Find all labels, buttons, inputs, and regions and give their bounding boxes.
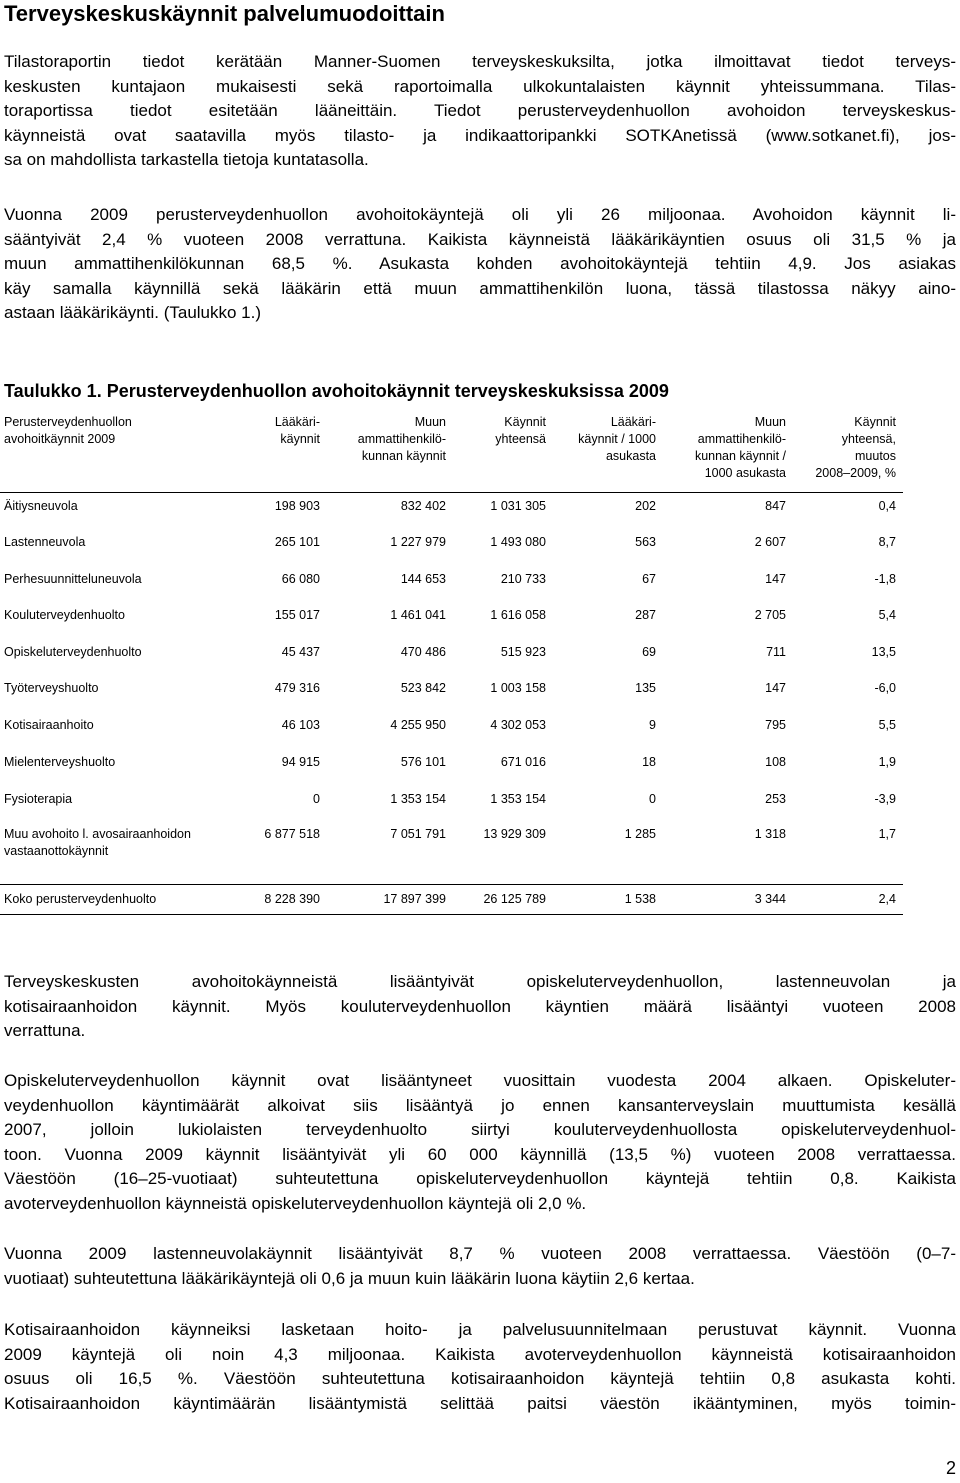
table-cell: 1 227 979 [390,535,446,549]
table-cell: 1 461 041 [390,608,446,622]
table-cell: 479 316 [274,681,320,695]
table-cell: 2 705 [754,608,786,622]
row-label: Koko perusterveydenhuolto [4,892,157,906]
table-row [0,791,903,825]
body-line: Väestöön (16–25-vuotiaat) suhteutettuna opiskeluterveydenhuollon käyntejä tehtiin 0,8. Kaikista [4,1169,956,1188]
summary-line: astaan lääkärikäynti. (Taulukko 1.) [4,303,262,322]
table-cell: 6 877 518 [264,827,320,841]
body-line: verrattuna. [4,1021,86,1040]
table-cell: 1 353 154 [490,792,546,806]
body-line: Vuonna 2009 lastenneuvolakäynnit lisääntyivät 8,7 % vuoteen 2008 verrattaessa. Väestöön (0–7- [4,1244,956,1263]
table-cell: 155 017 [274,608,320,622]
table-row [0,717,903,751]
table-row [0,534,903,568]
table-cell: 45 437 [281,645,320,659]
table-cell: 0 [313,792,320,806]
table-cell: 147 [765,681,786,695]
body-paragraph [4,1318,956,1416]
table-cell: 563 [635,535,656,549]
table-cell: 18 [642,755,656,769]
table-cell: 1 493 080 [490,535,546,549]
table-cell: 470 486 [400,645,446,659]
column-header: Muun ammattihenkilö- kunnan käynnit [357,415,446,463]
table-cell: 108 [765,755,786,769]
table-cell: 523 842 [400,681,446,695]
table-cell: 5,4 [878,608,896,622]
table-cell: 4 302 053 [490,718,546,732]
body-line: Opiskeluterveydenhuollon käynnit ovat lisääntyneet vuosittain vuodesta 2004 alkaen. Opiskeluter- [4,1071,956,1090]
total-row [0,891,903,925]
table-cell: 847 [765,499,786,513]
summary-line: Vuonna 2009 perusterveydenhuollon avohoitokäyntejä oli yli 26 miljoonaa. Avohoidon käynnit li- [4,205,956,224]
table-cell: 5,5 [878,718,896,732]
body-line: Terveyskeskusten avohoitokäynneistä lisääntyivät opiskeluterveydenhuollon, lastenneuvolan ja [4,972,956,991]
table-cell: 1 285 [624,827,656,841]
table-cell: 1 003 158 [490,681,546,695]
table-cell: 69 [642,645,656,659]
body-line: 2007, jolloin lukiolaisten terveydenhuolto siirtyi kouluterveydenhuollosta opiskeluterveydenhuol- [4,1120,956,1139]
table-cell: 144 653 [400,572,446,586]
body-paragraph [4,1069,956,1216]
table-cell: 8,7 [878,535,896,549]
table-cell: -6,0 [874,681,896,695]
table-cell: 210 733 [500,572,546,586]
summary-line: muun ammattihenkilökunnan 68,5 %. Asukasta kohden avohoitokäyntejä tehtiin 4,9. Jos asiakas [4,254,956,273]
table-row [0,607,903,641]
table-cell: 671 016 [500,755,546,769]
table-cell: 1 031 305 [490,499,546,513]
row-label: Muu avohoito l. avosairaanhoidon vastaanottokäynnit [4,827,191,858]
table-row [0,571,903,605]
table-cell: 66 080 [281,572,320,586]
intro-line: käynneistä ovat saatavilla myös tilasto- ja indikaattoripankki SOTKAnetissä (www.sotkanet.fi), jos- [4,125,956,145]
body-paragraph [4,970,956,1044]
table-cell: 67 [642,572,656,586]
total-rule-bottom [0,914,903,915]
table-row [0,644,903,678]
body-line: Kotisairaanhoidon käyntimäärän lisääntymistä selittää paitsi väestön ikääntyminen, myös toimin- [4,1393,956,1413]
table-cell: 253 [765,792,786,806]
table-cell: 94 915 [281,755,320,769]
table-cell: 265 101 [274,535,320,549]
table-cell: 1 538 [624,892,656,906]
table-cell: 1,7 [878,827,896,841]
column-header: Muun ammattihenkilö- kunnan käynnit / 1000 asukasta [694,415,786,480]
intro-line: sa on mahdollista tarkastella tietoja kuntatasolla. [4,150,369,169]
table-cell: 0 [649,792,656,806]
table-cell: 1,9 [878,755,896,769]
intro-line: toraportissa tiedot esitetään lääneittäin. Tiedot perusterveydenhuollon avohoidon terveyskeskus- [4,101,956,120]
body-line: 2009 käyntejä oli noin 4,3 miljoonaa. Kaikista avoterveydenhuollon käynneistä kotisairaanhoidon [4,1344,956,1364]
column-header: Lääkäri- käynnit [274,415,320,446]
body-line: Kotisairaanhoidon käynneiksi lasketaan hoito- ja palvelusuunnitelmaan perustuvat käynnit. Vuonna [4,1320,956,1339]
column-header: Käynnit yhteensä [495,415,546,446]
table-cell: 26 125 789 [483,892,546,906]
table-cell: 17 897 399 [383,892,446,906]
table-cell: 287 [635,608,656,622]
table-cell: 576 101 [400,755,446,769]
page-title: Terveyskeskuskäynnit palvelumuodoittain [4,1,445,26]
table-cell: 9 [649,718,656,732]
table-cell: 13,5 [871,645,896,659]
column-header: Perusterveydenhuollon avohoitkäynnit 2009 [4,415,132,446]
table-cell: 2,4 [878,892,896,906]
body-line: vuotiaat) suhteutettuna lääkärikäyntejä oli 0,6 ja muun kuin lääkärin luona käytiin 2,6 kertaa. [4,1268,695,1288]
intro-paragraph [4,50,956,173]
row-label: Perhesuunnitteluneuvola [4,572,142,586]
summary-line: sääntyivät 2,4 % vuoteen 2008 verrattuna. Kaikista käynneistä lääkärikäyntien osuus oli 31,5 % ja [4,229,956,249]
summary-line: käy samalla käynnillä sekä lääkärin että muun ammattihenkilön luona, tässä tilastossa näkyy aino- [4,278,956,298]
table-cell: 135 [635,681,656,695]
table-cell: 7 051 791 [390,827,446,841]
row-label: Fysioterapia [4,792,73,806]
table-cell: 198 903 [274,499,320,513]
table-cell: 711 [766,645,786,659]
summary-paragraph [4,203,956,326]
column-header: Lääkäri- käynnit / 1000 asukasta [578,415,656,463]
row-label: Mielenterveyshuolto [4,755,116,769]
table-row [0,680,903,714]
table-cell: 147 [765,572,786,586]
visits-table [0,414,903,906]
table-cell: -3,9 [874,792,896,806]
intro-line: keskusten kuntajaon mukaisesti sekä raportoimalla ulkokuntalaisten käynnit yhteissummana. Tilas- [4,76,956,96]
row-label: Opiskeluterveydenhuolto [4,645,142,659]
table-cell: 515 923 [500,645,546,659]
row-label: Kouluterveydenhuolto [4,608,125,622]
header-rule [0,492,903,493]
table-cell: 795 [765,718,786,732]
table-cell: 8 228 390 [264,892,320,906]
page-number: 2 [945,1458,956,1478]
table-cell: 1 353 154 [390,792,446,806]
body-paragraph [4,1242,956,1291]
table-header [0,414,903,482]
body-line: kotisairaanhoidon käynnit. Myös kouluterveydenhuollon käyntien määrä lisääntyi vuoteen 2008 [4,996,956,1016]
row-label: Äitiysneuvola [4,499,78,513]
row-label: Työterveyshuolto [4,681,99,695]
table-cell: 13 929 309 [483,827,546,841]
table-row [0,498,903,532]
table-row [0,826,903,860]
total-rule-top [0,884,903,885]
table-cell: 0,4 [878,499,896,513]
body-line: osuus oli 16,5 %. Väestöön suhteutettuna kotisairaanhoidon käyntejä tehtiin 0,8 asukasta kohti. [4,1369,956,1388]
intro-line: Tilastoraportin tiedot kerätään Manner-Suomen terveyskeskuksilta, jotka ilmoittavat tiedot terveys- [4,52,956,71]
table-cell: 46 103 [281,718,320,732]
table-cell: 2 607 [754,535,786,549]
table-cell: 1 318 [754,827,786,841]
table-cell: 832 402 [400,499,446,513]
table-cell: 1 616 058 [490,608,546,622]
body-line: toon. Vuonna 2009 käynnit lisääntyivät yli 60 000 käynnillä (13,5 %) vuoteen 2008 verrattaessa. [4,1144,956,1164]
body-line: avoterveydenhuollon käynneistä opiskeluterveydenhuollon käyntejä oli 2,0 %. [4,1193,587,1213]
table-row [0,754,903,788]
row-label: Kotisairaanhoito [4,718,94,732]
table-cell: 202 [635,499,656,513]
body-line: veydenhuollon käyntimäärät alkoivat siis lisääntyä jo ennen kansanterveyslain muuttumista kesällä [4,1095,956,1115]
table-cell: 4 255 950 [390,718,446,732]
row-label: Lastenneuvola [4,535,86,549]
column-header: Käynnit yhteensä, muutos 2008–2009, % [815,415,896,480]
table-cell: -1,8 [874,572,896,586]
table-cell: 3 344 [754,892,786,906]
table-caption: Taulukko 1. Perusterveydenhuollon avohoitokäynnit terveyskeskuksissa 2009 [4,381,669,401]
